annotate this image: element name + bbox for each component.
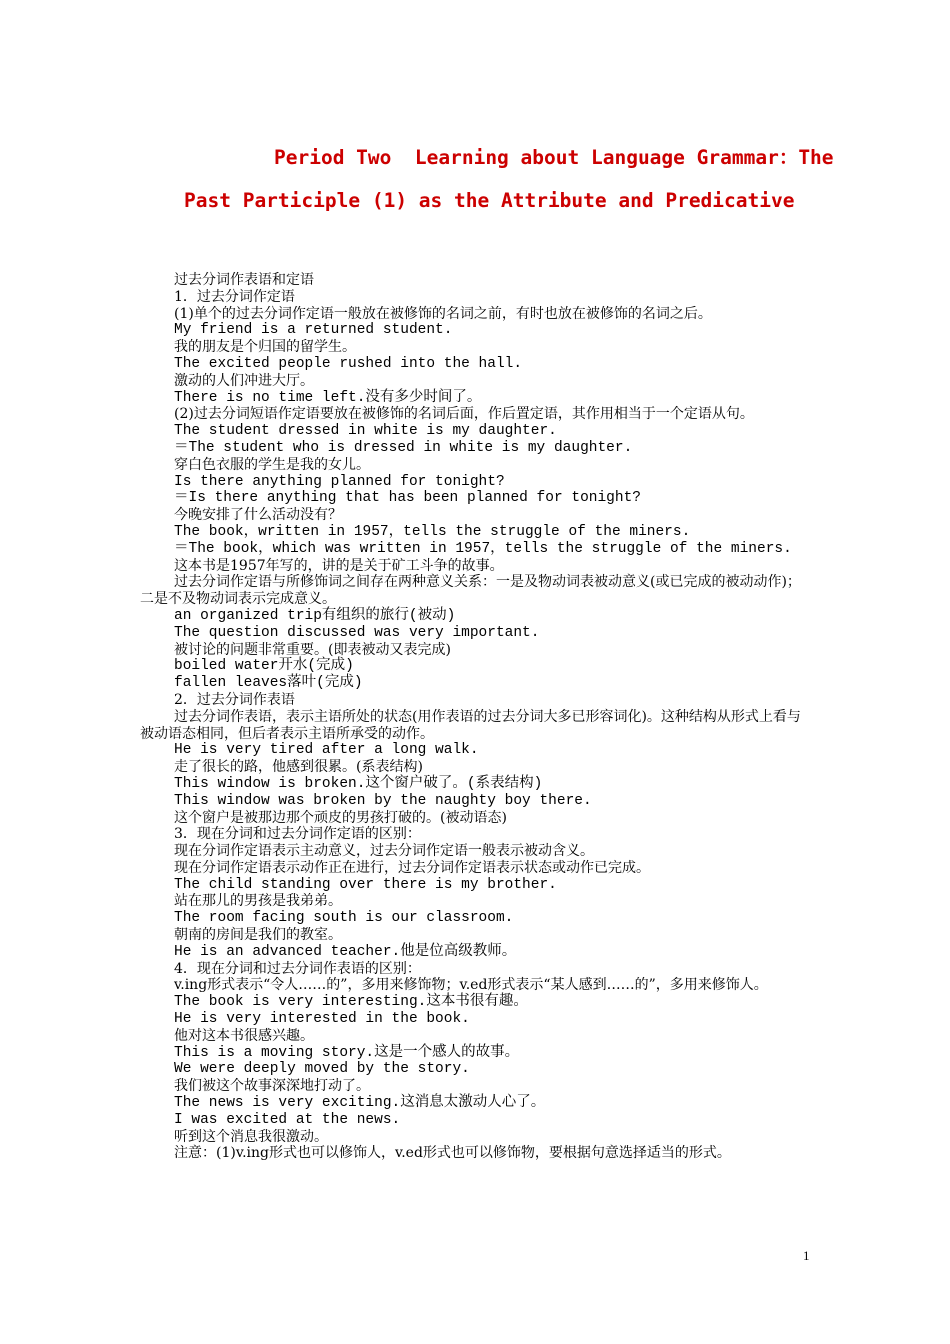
text-line: The book is very interesting.这本书很有趣。 (174, 994, 528, 1011)
text-line: This window was broken by the naughty boy there. (174, 792, 592, 809)
text-line: 4．现在分词和过去分词作表语的区别： (174, 960, 421, 977)
text-line: an organized trip有组织的旅行(被动) (174, 607, 456, 624)
text-line: 激动的人们冲进大厅。 (174, 372, 314, 389)
text-line: My friend is a returned student. (174, 322, 453, 339)
text-line: 过去分词作表语，表示主语所处的状态(用作表语的过去分词大多已形容词化)。这种结构从形式上看与被动语态相同，但后者表示主语所承受的动作。 (140, 708, 801, 742)
text-line: ＝The student who is dressed in white is my daughter. (174, 439, 633, 456)
text-line: ＝The book，which was written in 1957，tells the struggle of the miners. (174, 540, 792, 557)
text-line: 注意：(1)v.ing形式也可以修饰人，v.ed形式也可以修饰物，要根据句意选择适当的形式。 (174, 1145, 731, 1162)
text-line: 我的朋友是个归国的留学生。 (174, 339, 356, 356)
document-body (140, 272, 812, 1162)
text-line: 站在那儿的男孩是我弟弟。 (174, 893, 342, 910)
text-line: 2．过去分词作表语 (174, 691, 295, 708)
text-line: This window is broken.这个窗户破了。(系表结构) (174, 775, 543, 792)
text-line: The question discussed was very important. (174, 624, 540, 641)
text-line: v.ing形式表示“令人……的”，多用来修饰物；v.ed形式表示“某人感到……的”，多用来修饰人。 (174, 977, 768, 994)
text-line: The room facing south is our classroom. (174, 910, 514, 927)
text-line: 他对这本书很感兴趣。 (174, 1027, 314, 1044)
text-line: We were deeply moved by the story. (174, 1061, 470, 1078)
text-line: 1．过去分词作定语 (174, 288, 295, 305)
text-line: The student dressed in white is my daughter. (174, 423, 557, 440)
text-line: 被讨论的问题非常重要。(即表被动又表完成) (174, 641, 451, 658)
text-line: boiled water开水(完成) (174, 658, 354, 675)
title-line-1: Period Two Learning about Language Grammar：The (274, 146, 834, 169)
text-line: The excited people rushed into the hall. (174, 355, 523, 372)
text-line: 3．现在分词和过去分词作定语的区别： (174, 826, 421, 843)
text-line: ＝Is there anything that has been planned for tonight? (174, 490, 641, 507)
text-line: The child standing over there is my brother. (174, 876, 557, 893)
text-line: The book，written in 1957，tells the struggle of the miners. (174, 523, 691, 540)
text-line: (2)过去分词短语作定语要放在被修饰的名词后面，作后置定语，其作用相当于一个定语从句。 (174, 406, 754, 423)
text-line: 听到这个消息我很激动。 (174, 1128, 328, 1145)
text-line: 现在分词作定语表示主动意义，过去分词作定语一般表示被动含义。 (174, 843, 594, 860)
text-line: 朝南的房间是我们的教室。 (174, 927, 342, 944)
text-line: 这本书是1957年写的，讲的是关于矿工斗争的故事。 (174, 557, 504, 574)
text-line: He is very interested in the book. (174, 1011, 470, 1028)
text-line: He is very tired after a long walk. (174, 742, 479, 759)
text-line: 我们被这个故事深深地打动了。 (174, 1078, 370, 1095)
text-line: 走了很长的路，他感到很累。(系表结构) (174, 759, 423, 776)
text-line: 现在分词作定语表示动作正在进行，过去分词作定语表示状态或动作已完成。 (174, 859, 650, 876)
text-line: 过去分词作表语和定语 (174, 272, 314, 288)
text-line: fallen leaves落叶(完成) (174, 675, 363, 692)
text-line: 今晚安排了什么活动没有？ (174, 507, 342, 524)
text-line: 过去分词作定语与所修饰词之间存在两种意义关系：一是及物动词表被动意义(或已完成的被动动作)；二是不及物动词表示完成意义。 (140, 574, 801, 608)
text-line: This is a moving story.这是一个感人的故事。 (174, 1044, 520, 1061)
text-line: There is no time left.没有多少时间了。 (174, 389, 482, 406)
text-line: The news is very exciting.这消息太激动人心了。 (174, 1095, 546, 1112)
page-number: 1 (803, 1248, 810, 1263)
text-line: 穿白色衣服的学生是我的女儿。 (174, 456, 370, 473)
text-line: (1)单个的过去分词作定语一般放在被修饰的名词之前，有时也放在被修饰的名词之后。 (174, 305, 712, 322)
text-line: I was excited at the news. (174, 1111, 401, 1128)
text-line: Is there anything planned for tonight? (174, 473, 505, 490)
text-line: 这个窗户是被那边那个顽皮的男孩打破的。(被动语态) (174, 809, 507, 826)
text-line: He is an advanced teacher.他是位高级教师。 (174, 943, 517, 960)
title-line-2: Past Participle (1) as the Attribute and Predicative (184, 189, 795, 212)
